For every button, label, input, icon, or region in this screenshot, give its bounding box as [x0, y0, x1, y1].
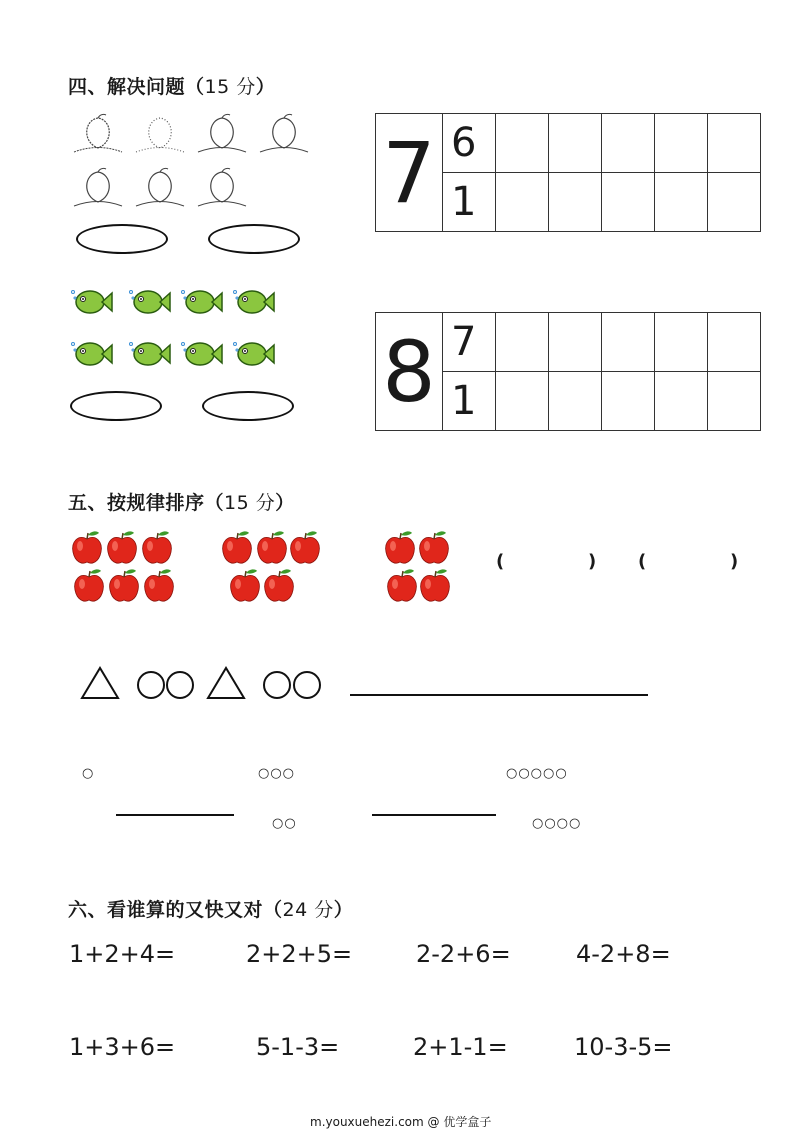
- close-paren: ): [730, 551, 739, 572]
- apple-icon: [262, 568, 296, 604]
- answer-cell[interactable]: [549, 313, 602, 372]
- section4-score: 15 分: [204, 76, 256, 98]
- answer-cell[interactable]: [496, 372, 549, 431]
- fish-icon: [232, 334, 276, 374]
- fish-icon: [128, 334, 172, 374]
- open-paren-label: （: [263, 899, 283, 921]
- close-paren-label: ）: [275, 492, 295, 514]
- apple-icon: [288, 530, 322, 566]
- apple-icon: [385, 568, 419, 604]
- answer-cell[interactable]: [602, 173, 655, 232]
- equation: 5-1-3=: [256, 1033, 340, 1061]
- peach-icon: [132, 166, 188, 210]
- fish-icon: [128, 282, 172, 322]
- shape-pattern: [78, 664, 328, 704]
- equation: 2+2+5=: [246, 940, 353, 968]
- peach-icon: [70, 166, 126, 210]
- answer-oval[interactable]: [202, 391, 294, 421]
- apple-icon: [140, 530, 174, 566]
- decomposition-table-8: [375, 312, 761, 431]
- fish-icon: [70, 334, 114, 374]
- circle-icon: [294, 672, 320, 698]
- decomp-top: 6: [443, 114, 496, 173]
- decomp-total: 7: [376, 114, 443, 232]
- apple-icon: [220, 530, 254, 566]
- answer-cell[interactable]: [655, 114, 708, 173]
- circle-icon: [167, 672, 193, 698]
- section5-score: 15 分: [224, 492, 276, 514]
- open-paren: (: [638, 551, 647, 572]
- fish-icon: [232, 282, 276, 322]
- section5-heading: [68, 488, 295, 515]
- fish-icon: [180, 334, 224, 374]
- close-paren-label: ）: [333, 899, 354, 921]
- answer-cell[interactable]: [708, 372, 761, 431]
- answer-cell[interactable]: [549, 173, 602, 232]
- answer-oval[interactable]: [70, 391, 162, 421]
- answer-cell[interactable]: [602, 114, 655, 173]
- apple-icon: [255, 530, 289, 566]
- close-paren-label: ）: [255, 76, 276, 98]
- answer-line[interactable]: [116, 814, 234, 816]
- peach-icon: [194, 112, 250, 156]
- section6-title: 六、看谁算的又快又对: [68, 899, 264, 921]
- equation: 2-2+6=: [416, 940, 511, 968]
- section4-heading: [68, 72, 275, 99]
- apple-icon: [418, 568, 452, 604]
- apple-icon: [142, 568, 176, 604]
- answer-line[interactable]: [350, 694, 648, 696]
- footer-watermark: m.youxuehezi.com @ 优学盒子: [310, 1115, 492, 1129]
- apple-icon: [383, 530, 417, 566]
- section4-title: 四、解决问题: [68, 76, 186, 98]
- answer-cell[interactable]: [496, 173, 549, 232]
- circle-icon: [264, 672, 290, 698]
- answer-cell[interactable]: [496, 313, 549, 372]
- answer-line[interactable]: [372, 814, 496, 816]
- circle-icon: [138, 672, 164, 698]
- equation: 1+2+4=: [69, 940, 176, 968]
- apple-icon: [70, 530, 104, 566]
- decomp-bottom: 1: [443, 173, 496, 232]
- circle-group-4: ○○○○: [532, 816, 582, 831]
- answer-cell[interactable]: [655, 372, 708, 431]
- decomp-total: 8: [376, 313, 443, 431]
- answer-cell[interactable]: [655, 173, 708, 232]
- peach-icon: [194, 166, 250, 210]
- open-paren-label: （: [185, 76, 205, 98]
- answer-oval[interactable]: [76, 224, 168, 254]
- answer-cell[interactable]: [708, 114, 761, 173]
- fish-icon: [70, 282, 114, 322]
- apple-icon: [107, 568, 141, 604]
- equation: 2+1-1=: [413, 1033, 508, 1061]
- answer-cell[interactable]: [602, 313, 655, 372]
- circle-group-1: ○: [82, 766, 95, 781]
- decomp-bottom: 1: [443, 372, 496, 431]
- decomposition-table-7: [375, 113, 761, 232]
- equation: 10-3-5=: [574, 1033, 673, 1061]
- answer-cell[interactable]: [655, 313, 708, 372]
- apple-icon: [228, 568, 262, 604]
- circle-group-5: ○○○○○: [506, 766, 568, 781]
- section5-title: 五、按规律排序: [68, 492, 205, 514]
- peach-icon: [256, 112, 312, 156]
- answer-oval[interactable]: [208, 224, 300, 254]
- peach-icon: [132, 112, 188, 156]
- apple-icon: [105, 530, 139, 566]
- open-paren-label: （: [204, 492, 225, 514]
- circle-group-2: ○○: [272, 816, 297, 831]
- apple-icon: [417, 530, 451, 566]
- fish-icon: [180, 282, 224, 322]
- answer-cell[interactable]: [708, 313, 761, 372]
- section6-heading: [68, 895, 353, 922]
- answer-cell[interactable]: [549, 372, 602, 431]
- apple-icon: [72, 568, 106, 604]
- answer-cell[interactable]: [549, 114, 602, 173]
- equation: 4-2+8=: [576, 940, 671, 968]
- close-paren: ): [588, 551, 597, 572]
- triangle-icon: [82, 668, 118, 698]
- equation: 1+3+6=: [69, 1033, 176, 1061]
- section6-score: 24 分: [282, 899, 334, 921]
- answer-cell[interactable]: [602, 372, 655, 431]
- open-paren: (: [496, 551, 505, 572]
- answer-cell[interactable]: [708, 173, 761, 232]
- triangle-icon: [208, 668, 244, 698]
- circle-group-3: ○○○: [258, 766, 296, 781]
- peach-icon: [70, 112, 126, 156]
- decomp-top: 7: [443, 313, 496, 372]
- answer-cell[interactable]: [496, 114, 549, 173]
